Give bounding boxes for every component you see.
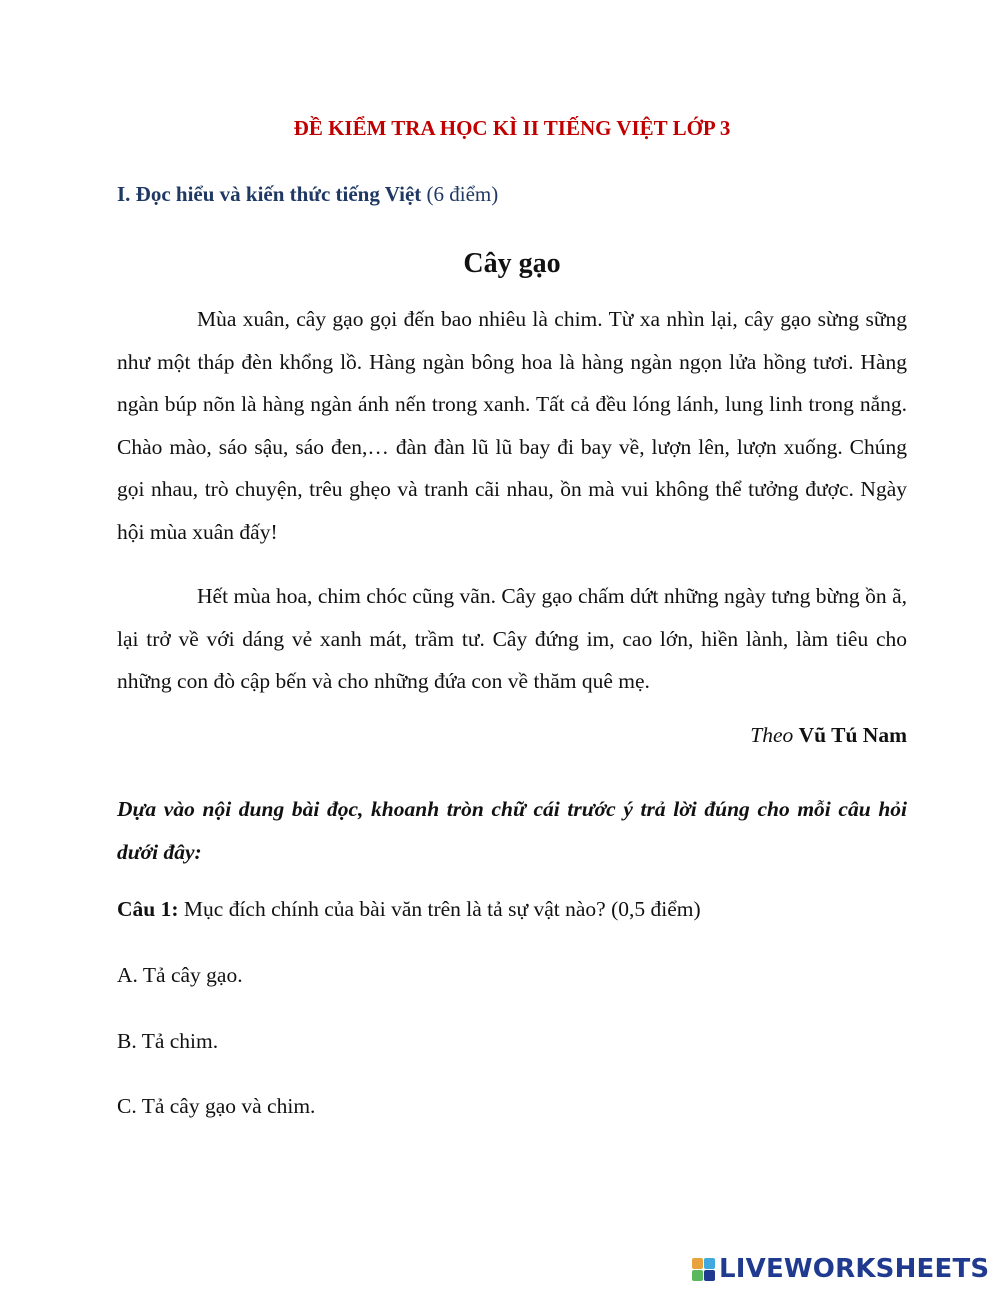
logo-tile-2 (704, 1258, 715, 1269)
instruction-text: Dựa vào nội dung bài đọc, khoanh tròn chữ cái trước ý trả lời đúng cho mỗi câu hỏi dưới đây: (117, 797, 907, 864)
question-1-option-a[interactable]: A. Tả cây gạo. (117, 963, 243, 987)
section-title: I. Đọc hiểu và kiến thức tiếng Việt (117, 182, 422, 206)
question-1-label: Câu 1: (117, 897, 179, 921)
story-paragraph-1: Mùa xuân, cây gạo gọi đến bao nhiêu là chim. Từ xa nhìn lại, cây gạo sừng sững như một tháp đèn khổng lồ. Hàng ngàn bông hoa là hàng ngàn ngọn lửa hồng tươi. Hàng ngàn búp nõn là hàng ngàn ánh nến trong xanh. Tất cả đều lóng lánh, lung linh trong nắng. Chào mào, sáo sậu, sáo đen,… đàn đàn lũ lũ bay đi bay về, lượn lên, lượn xuống. Chúng gọi nhau, trò chuyện, trêu ghẹo và tranh cãi nhau, ồn mà vui không thể tưởng được. Ngày hội mùa xuân đấy! (117, 307, 907, 544)
logo-tile-3 (692, 1270, 703, 1281)
question-1 (117, 897, 907, 922)
attribution-prefix: Theo (750, 723, 794, 747)
logo-tile-4 (704, 1270, 715, 1281)
logo-tile-1 (692, 1258, 703, 1269)
liveworksheets-logo-icon (692, 1258, 715, 1281)
story-paragraph-2: Hết mùa hoa, chim chóc cũng vãn. Cây gạo chấm dứt những ngày tưng bừng ồn ã, lại trở về với dáng vẻ xanh mát, trầm tư. Cây đứng im, cao lớn, hiền lành, làm tiêu cho những con đò cập bến và cho những đứa con về thăm quê mẹ. (117, 584, 907, 693)
question-1-option-c[interactable]: C. Tả cây gạo và chim. (117, 1094, 316, 1118)
question-1-option-b[interactable]: B. Tả chim. (117, 1029, 219, 1053)
section-heading (117, 182, 907, 207)
attribution-author: Vũ Tú Nam (798, 723, 907, 747)
attribution (117, 723, 907, 748)
question-1-text: Mục đích chính của bài văn trên là tả sự vật nào? (0,5 điểm) (183, 897, 701, 921)
section-points: (6 điểm) (426, 182, 499, 206)
story-title: Cây gạo (463, 248, 561, 279)
liveworksheets-brand-name: LIVEWORKSHEETS (719, 1254, 990, 1284)
liveworksheets-logo (692, 1252, 989, 1286)
exam-title: ĐỀ KIỂM TRA HỌC KÌ II TIẾNG VIỆT LỚP 3 (293, 116, 731, 140)
